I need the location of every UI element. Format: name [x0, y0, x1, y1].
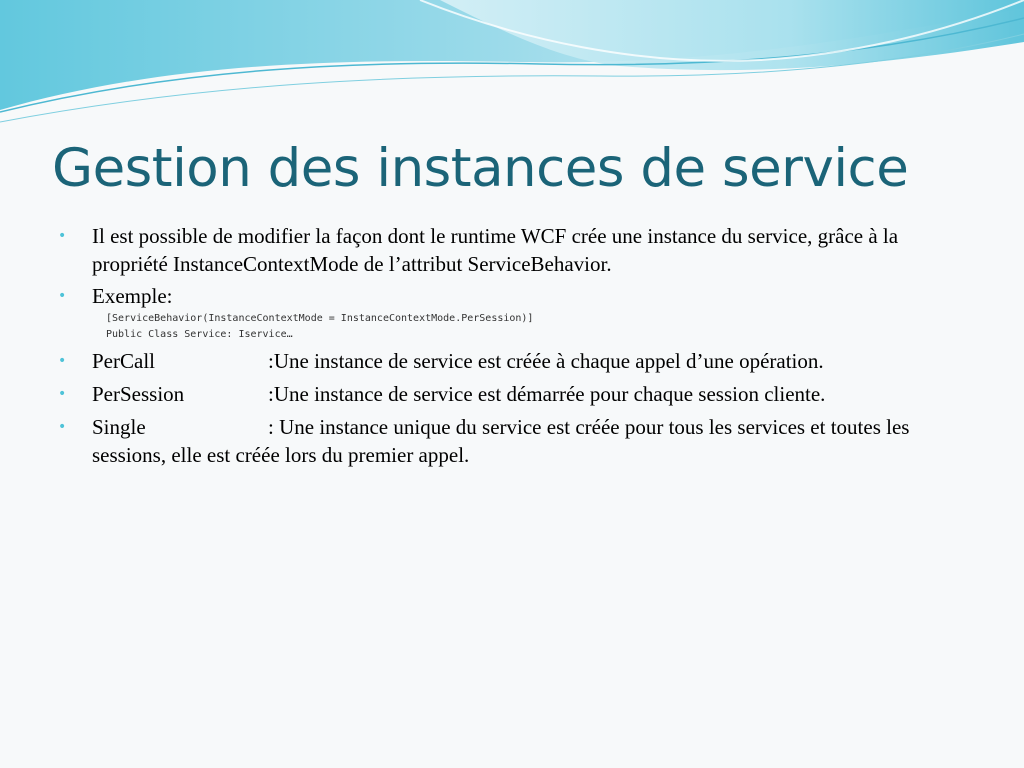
bullet-text: Il est possible de modifier la façon dont le runtime WCF crée une instance du service, grâce à la propriété InstanceContextMode de l’attribut ServiceBehavior. [92, 224, 899, 276]
mode-description: :Une instance de service est créée à chaque appel d’une opération. [268, 349, 824, 373]
bullet-item [58, 347, 938, 375]
mode-description: :Une instance de service est démarrée pour chaque session cliente. [268, 382, 826, 406]
mode-term: Single [92, 415, 146, 439]
mode-term: PerSession [92, 382, 185, 406]
mode-description: : Une instance unique du service est créée pour tous les services et toutes les sessions, elle est créée lors du premier appel. [92, 415, 910, 467]
code-line: Public Class Service: Iservice… [106, 329, 293, 340]
bullet-item [58, 380, 938, 408]
slide-title: Gestion des instances de service [52, 138, 909, 199]
mode-term: PerCall [92, 349, 155, 373]
bullet-item [58, 413, 938, 469]
bullet-dot-icon: • [58, 386, 67, 402]
bullet-dot-icon: • [58, 353, 67, 369]
bullet-item [58, 222, 938, 278]
header-wave-decoration [0, 0, 1024, 130]
slide-content [58, 222, 938, 469]
bullet-dot-icon: • [58, 419, 67, 435]
bullet-text: Exemple: [92, 284, 173, 308]
bullet-item [58, 282, 938, 310]
code-line: [ServiceBehavior(InstanceContextMode = InstanceContextMode.PerSession)] [106, 313, 534, 324]
bullet-dot-icon: • [58, 288, 67, 304]
bullet-dot-icon: • [58, 228, 67, 244]
